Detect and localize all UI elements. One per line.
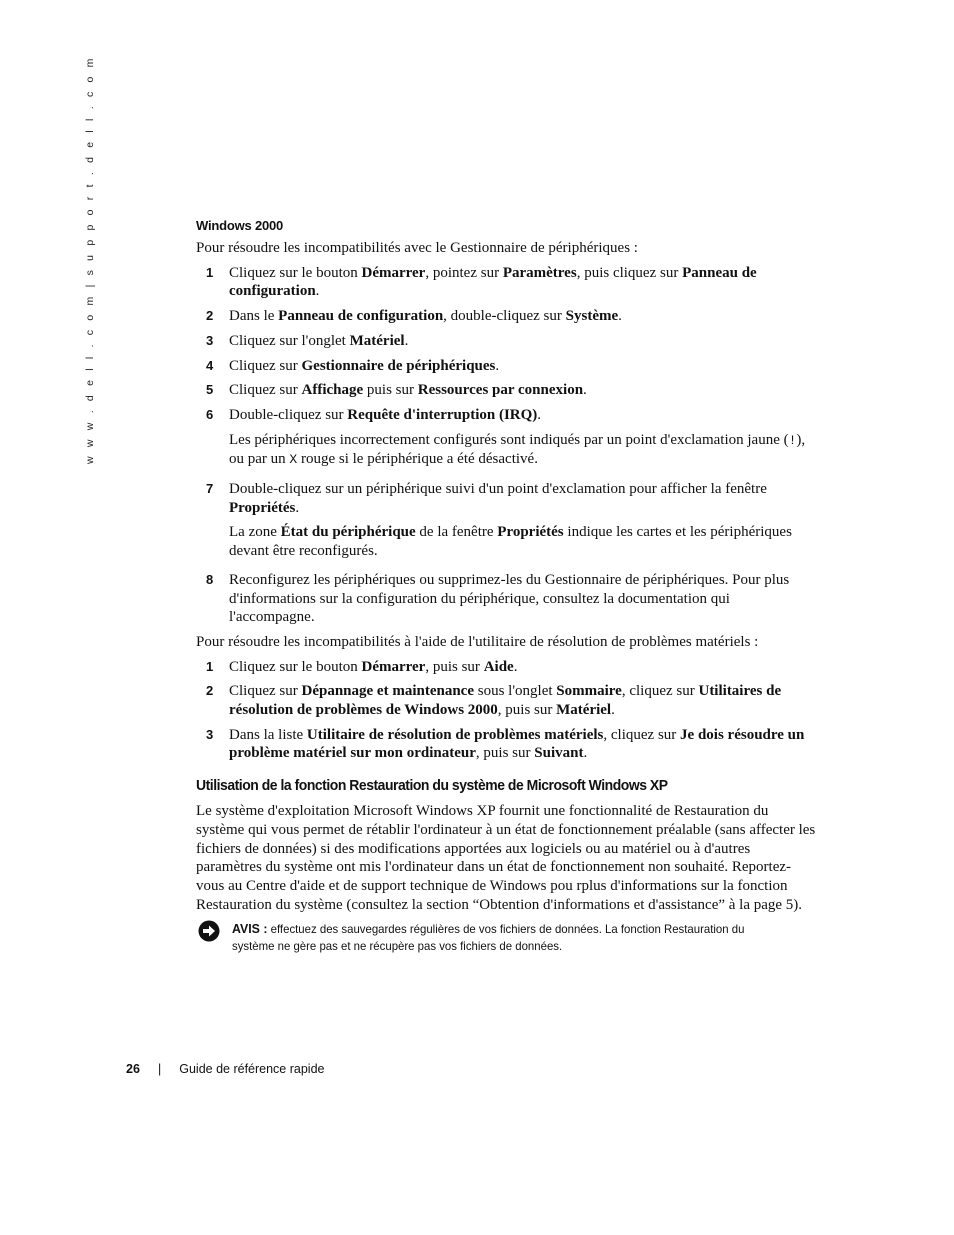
page-number: 26 [126, 1062, 140, 1076]
step-number: 4 [206, 357, 214, 373]
step-number: 3 [206, 332, 214, 348]
notice-label: AVIS : [232, 921, 268, 937]
intro-paragraph-2: Pour résoudre les incompatibilités à l'aide de l'utilitaire de résolution de problèmes matériels : [196, 633, 759, 650]
step-number: 2 [206, 308, 214, 324]
list-item: 7 Double-cliquez sur un périphérique suivi d'un point d'exclamation pour afficher la fenêtre Propriétés. La zone État du périphérique de la fenêtre Propriétés indique les cartes et les périphériques devant être reconfigurés. [196, 480, 816, 561]
notice-box [196, 920, 816, 955]
section-heading-system-restore: Utilisation de la fonction Restauration du système de Microsoft Windows XP [196, 777, 668, 795]
notice-arrow-icon [198, 920, 220, 942]
main-content [196, 218, 816, 955]
list-item: 3 Dans la liste Utilitaire de résolution de problèmes matériels, cliquez sur Je dois résoudre un problème matériel sur mon ordinateur, puis sur Suivant. [196, 726, 816, 763]
list-item: 2 Cliquez sur Dépannage et maintenance sous l'onglet Sommaire, cliquez sur Utilitaires de résolution de problèmes de Windows 2000, puis sur Matériel. [196, 682, 816, 719]
step-number: 5 [206, 382, 214, 398]
side-url: w w w . d e l l . c o m | s u p p o r t . d e l l . c o m [84, 55, 96, 464]
list-item: 2 Dans le Panneau de configuration, double-cliquez sur Système. [196, 307, 816, 326]
list-item: 4 Cliquez sur Gestionnaire de périphériques. [196, 357, 816, 376]
step-number: 6 [206, 406, 214, 422]
page-footer [126, 1062, 324, 1076]
footer-title: Guide de référence rapide [179, 1062, 325, 1076]
step-number: 8 [206, 571, 214, 587]
step-number: 2 [206, 683, 214, 699]
step-note: Les périphériques incorrectement configurés sont indiqués par un point d'exclamation jaune (!), ou par un X rouge si le périphérique a été désactivé. [229, 431, 806, 468]
step-number: 3 [206, 726, 214, 742]
notice-text: AVIS : effectuez des sauvegardes régulières de vos fichiers de données. La fonction Restauration du système ne gère pas et ne récupère pas vos fichiers de données. [232, 921, 745, 954]
list-item: 5 Cliquez sur Affichage puis sur Ressources par connexion. [196, 381, 816, 400]
steps-list [196, 264, 816, 627]
steps-list-2 [196, 658, 816, 764]
list-item: 1 Cliquez sur le bouton Démarrer, puis sur Aide. [196, 658, 816, 677]
step-number: 7 [206, 481, 214, 497]
step-number: 1 [206, 658, 214, 674]
list-item: 6 Double-cliquez sur Requête d'interruption (IRQ). Les périphériques incorrectement configurés sont indiqués par un point d'exclamation jaune (!), ou par un X rouge si le périphérique a été désactivé. [196, 406, 816, 470]
step-number: 1 [206, 264, 214, 280]
list-item: 8 Reconfigurez les périphériques ou supprimez-les du Gestionnaire de périphériques. Pour plus d'informations sur la configuration du périphérique, consultez la documentation qui l'accompagne. [196, 571, 816, 627]
footer-separator: | [158, 1062, 162, 1076]
list-item: 1 Cliquez sur le bouton Démarrer, pointez sur Paramètres, puis cliquez sur Panneau de configuration. [196, 264, 816, 301]
step-note: La zone État du périphérique de la fenêtre Propriétés indique les cartes et les périphériques devant être reconfigurés. [229, 524, 792, 560]
list-item: 3 Cliquez sur l'onglet Matériel. [196, 332, 816, 351]
intro-paragraph: Pour résoudre les incompatibilités avec le Gestionnaire de périphériques : [196, 240, 638, 256]
system-restore-paragraph: Le système d'exploitation Microsoft Windows XP fournit une fonctionnalité de Restauration du système qui vous permet de rétablir l'ordinateur à un état de fonctionnement préalable (sans affecter les fichiers de données) si des modifications apportées aux logiciels ou au matériel ou à d'autres paramètres du système ont mis l'ordinateur dans un état de fonctionnement non souhaité. Reportez-vous au Centre d'aide et de support technique de Windows pou rplus d'informations sur la fonction Restauration du système (consultez la section “Obtention d'informations et d'assistance” à la page 5). [196, 803, 816, 913]
section-heading-windows-2000: Windows 2000 [196, 218, 284, 233]
